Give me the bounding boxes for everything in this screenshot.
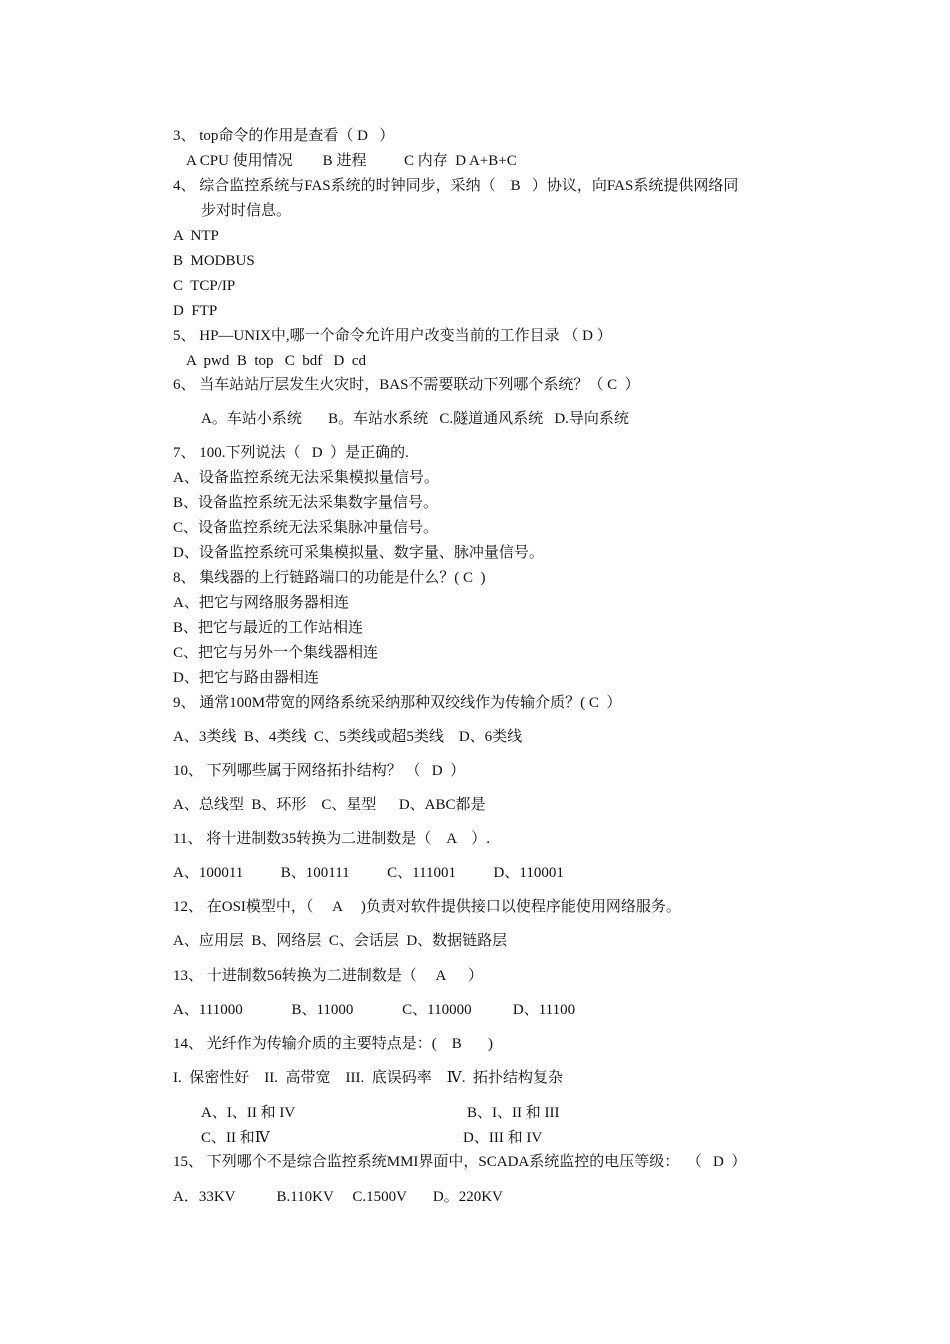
- q10-stem: 10、 下列哪些属于网络拓扑结构？ （ D ）: [173, 763, 466, 779]
- q7-option-c: C、设备监控系统无法采集脉冲量信号。: [173, 520, 439, 536]
- q11-stem: 11、 将十进制数35转换为二进制数是（ A ）.: [173, 831, 490, 847]
- q11-options: A、100011 B、100111 C、111001 D、110001: [173, 865, 564, 881]
- q7-option-d: D、设备监控系统可采集模拟量、数字量、脉冲量信号。: [173, 545, 544, 561]
- q14-stem: 14、 光纤作为传输介质的主要特点是：( B ): [173, 1036, 493, 1052]
- q14-option-c: C、II 和Ⅳ: [201, 1130, 270, 1146]
- q4-option-b: B MODBUS: [173, 253, 255, 269]
- q6-options: A。车站小系统 B。车站水系统 C.隧道通风系统 D.导向系统: [201, 411, 629, 427]
- q4-stem: 4、 综合监控系统与FAS系统的时钟同步，采纳（ B ）协议，向FAS系统提供网络同: [173, 178, 739, 194]
- q5-options: A pwd B top C bdf D cd: [186, 353, 366, 369]
- q14-items: I. 保密性好 II. 高带宽 III. 底误码率 Ⅳ. 拓扑结构复杂: [173, 1070, 563, 1086]
- q6-stem: 6、 当车站站厅层发生火灾时，BAS不需要联动下列哪个系统？（ C ）: [173, 377, 640, 393]
- q7-option-b: B、设备监控系统无法采集数字量信号。: [173, 495, 439, 511]
- q12-options: A、应用层 B、网络层 C、会话层 D、数据链路层: [173, 933, 508, 949]
- q8-stem: 8、 集线器的上行链路端口的功能是什么？( C ): [173, 570, 486, 586]
- q8-option-d: D、把它与路由器相连: [173, 670, 319, 686]
- q4-option-a: A NTP: [173, 228, 219, 244]
- q13-options: A、111000 B、11000 C、110000 D、11100: [173, 1002, 576, 1018]
- q14-option-b: B、I、II 和 III: [467, 1105, 560, 1121]
- q3-options: A CPU 使用情况 B 进程 C 内存 D A+B+C: [186, 153, 517, 169]
- q10-options: A、总线型 B、环形 C、星型 D、ABC都是: [173, 797, 486, 813]
- q15-options: A．33KV B.110KV C.1500V D。220KV: [173, 1189, 503, 1205]
- q8-option-b: B、把它与最近的工作站相连: [173, 620, 364, 636]
- q4-option-c: C TCP/IP: [173, 278, 236, 294]
- q15-stem: 15、 下列哪个不是综合监控系统MMI界面中，SCADA系统监控的电压等级： （ D ）: [173, 1154, 747, 1170]
- q12-stem: 12、 在OSI模型中，（ A )负责对软件提供接口以使程序能使用网络服务。: [173, 899, 681, 915]
- q7-option-a: A、设备监控系统无法采集模拟量信号。: [173, 470, 439, 486]
- q4-stem-continued: 步对时信息。: [201, 203, 292, 219]
- q8-option-c: C、把它与另外一个集线器相连: [173, 645, 379, 661]
- q14-option-d: D、III 和 IV: [463, 1130, 543, 1146]
- q13-stem: 13、 十进制数56转换为二进制数是（ A ）: [173, 968, 484, 984]
- q8-option-a: A、把它与网络服务器相连: [173, 595, 349, 611]
- q9-stem: 9、 通常100M带宽的网络系统采纳那种双绞线作为传输介质？( C ）: [173, 695, 622, 711]
- q5-stem: 5、 HP—UNIX中,哪一个命令允许用户改变当前的工作目录 （ D ）: [173, 328, 612, 344]
- q9-options: A、3类线 B、4类线 C、5类线或超5类线 D、6类线: [173, 729, 523, 745]
- q7-stem: 7、 100.下列说法（ D ）是正确的.: [173, 445, 409, 461]
- q4-option-d: D FTP: [173, 303, 218, 319]
- q14-option-a: A、I、II 和 IV: [201, 1105, 296, 1121]
- q3-stem: 3、 top命令的作用是查看（ D ）: [173, 128, 395, 144]
